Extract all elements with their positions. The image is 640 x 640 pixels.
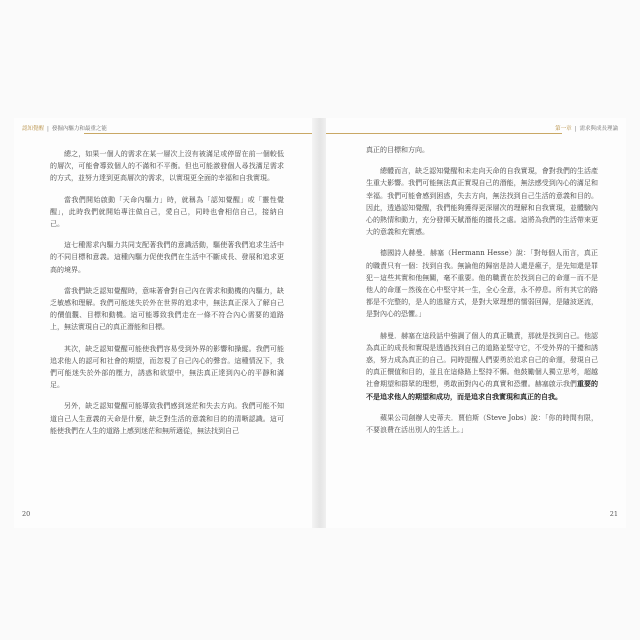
left-paragraph-5: 其次，缺乏認知覺醒可能使我們容易受到外界的影響和操縱。我們可能追求他人的認可和社會的期望，而忽視了自己內心的聲音。這種情況下，我們可能迷失於外部的壓力，誘惑和欲望中，無法真正達到內心的平靜和滿足。 (50, 344, 284, 390)
right-paragraph-4 (366, 330, 598, 403)
left-paragraph-6: 另外，缺乏認知覺醒可能導致我們感到迷茫和失去方向。我們可能不知道自己人生意義的天命是什麼，缺乏對生活的意義和目的的清晰認識。這可能使我們在人生的道路上感到迷茫和無所適從，無法找到自己 (50, 402, 284, 435)
right-page (326, 118, 626, 528)
right-page-number: 21 (609, 510, 618, 518)
right-head-rule (326, 133, 562, 134)
book-title: 認知覺醒 (22, 126, 45, 132)
right-body-text (366, 144, 598, 445)
chapter-label: 第一章 (555, 126, 572, 132)
left-paragraph-3: 這七種需求內驅力共同支配著我們的意識活動，驅使著我們追求生活中的不同目標和意義。這種內驅力促使我們在生活中不斷成長、發展和追求更高的境界。 (50, 241, 284, 274)
left-paragraph-2: 當我們開始啟動「天命內驅力」時，就稱為「認知覺醒」或「靈性覺醒」，此時我們就開始專注做自己，愛自己，同時也會相信自己，接納自己。 (50, 195, 284, 229)
left-running-head (22, 124, 107, 132)
right-paragraph-1: 真正的目標和方向。 (366, 146, 429, 154)
head-separator: | (574, 126, 577, 132)
left-page (14, 118, 314, 528)
right-paragraph-3: 德國詩人赫曼．赫塞（Hermann Hesse）說：「對每個人而言，真正的職責只有一個：找到自我。無論他的歸宿是詩人還是瘋子，是先知還是罪犯－這些其實和他無關，毫不重要。他的職責在於找到自己的命運－而不是他人的命運－然後在心中堅守其一生，全心全意，永不停息。所有其它的路都是不完整的，是人的逃避方式，是對大眾理想的懦弱回歸，是隨波逐流，是對內心的恐懼。」 (366, 249, 598, 319)
emphasized-key-sentence: 重要的不是追求他人的期望和成功，而是追求自我實現和真正的自我。 (366, 379, 598, 401)
right-running-subtitle: 需求與成長理論 (579, 126, 618, 132)
left-head-rule (84, 133, 314, 134)
right-running-head (555, 124, 618, 132)
left-paragraph-1: 總之，如果一個人的需求在某一層次上沒有被滿足或停留在前一個較低的層次，可能會導致個人的不滿和不平衡。但也可能激發個人尋找滿足需求的方式，並努力達到更高層次的需求，以實現更全面的幸福和自我實現。 (50, 150, 284, 183)
head-separator: | (47, 126, 49, 132)
right-paragraph-5: 蘋果公司創辦人史蒂夫．賈伯斯（Steve Jobs）說：「你的時間有限，不要浪費在活出別人的生活上。」 (366, 413, 598, 435)
right-paragraph-2: 總體而言，缺乏認知覺醒和未走向天命的自我實現，會對我們的生活產生重大影響。我們可能無法真正實現自己的潛能，無法感受到內心的滿足和幸福。我們可能會感到困惑，失去方向，無法找到自己生活的意義和目的。因此，透過認知覺醒，我們能夠獲得更深層次的理解和自我實現，並體驗內心的熱情和動力，充分發揮天賦潛能的擅長之處。這將為我們的生活帶來更大的意義和充實感。 (366, 167, 598, 237)
left-paragraph-4: 當我們缺乏認知覺醒時，意味著會對自己內在需求和動機的內驅力，缺乏敏感和理解。我們可能迷失於外在世界的追求中，無法真正深入了解自己的價值觀、目標和動機。這可能導致我們走在一條不符合內心需要的道路上，無法實現自己的真正潛能和目標。 (50, 286, 284, 332)
left-page-number: 20 (22, 510, 31, 518)
hesse-commentary-text: 赫曼．赫塞在這段話中強調了個人的真正職責，那就是找到自己。他認為真正的成長和實現是透過找到自己的道路並堅守它，不受外界的干擾和誘惑，努力成為真正的自己。同時提醒人們要勇於追求自己的命運，發現自己的真正價值和目的，並且在這條路上堅持不懈。他鼓勵個人獨立思考，超越社會期望和群眾的理想，勇敢面對內心的真實和恐懼。赫塞啟示我們 (366, 331, 598, 389)
left-body-text (50, 148, 284, 446)
left-running-subtitle: 發掘內驅力和最重之能 (51, 126, 107, 132)
